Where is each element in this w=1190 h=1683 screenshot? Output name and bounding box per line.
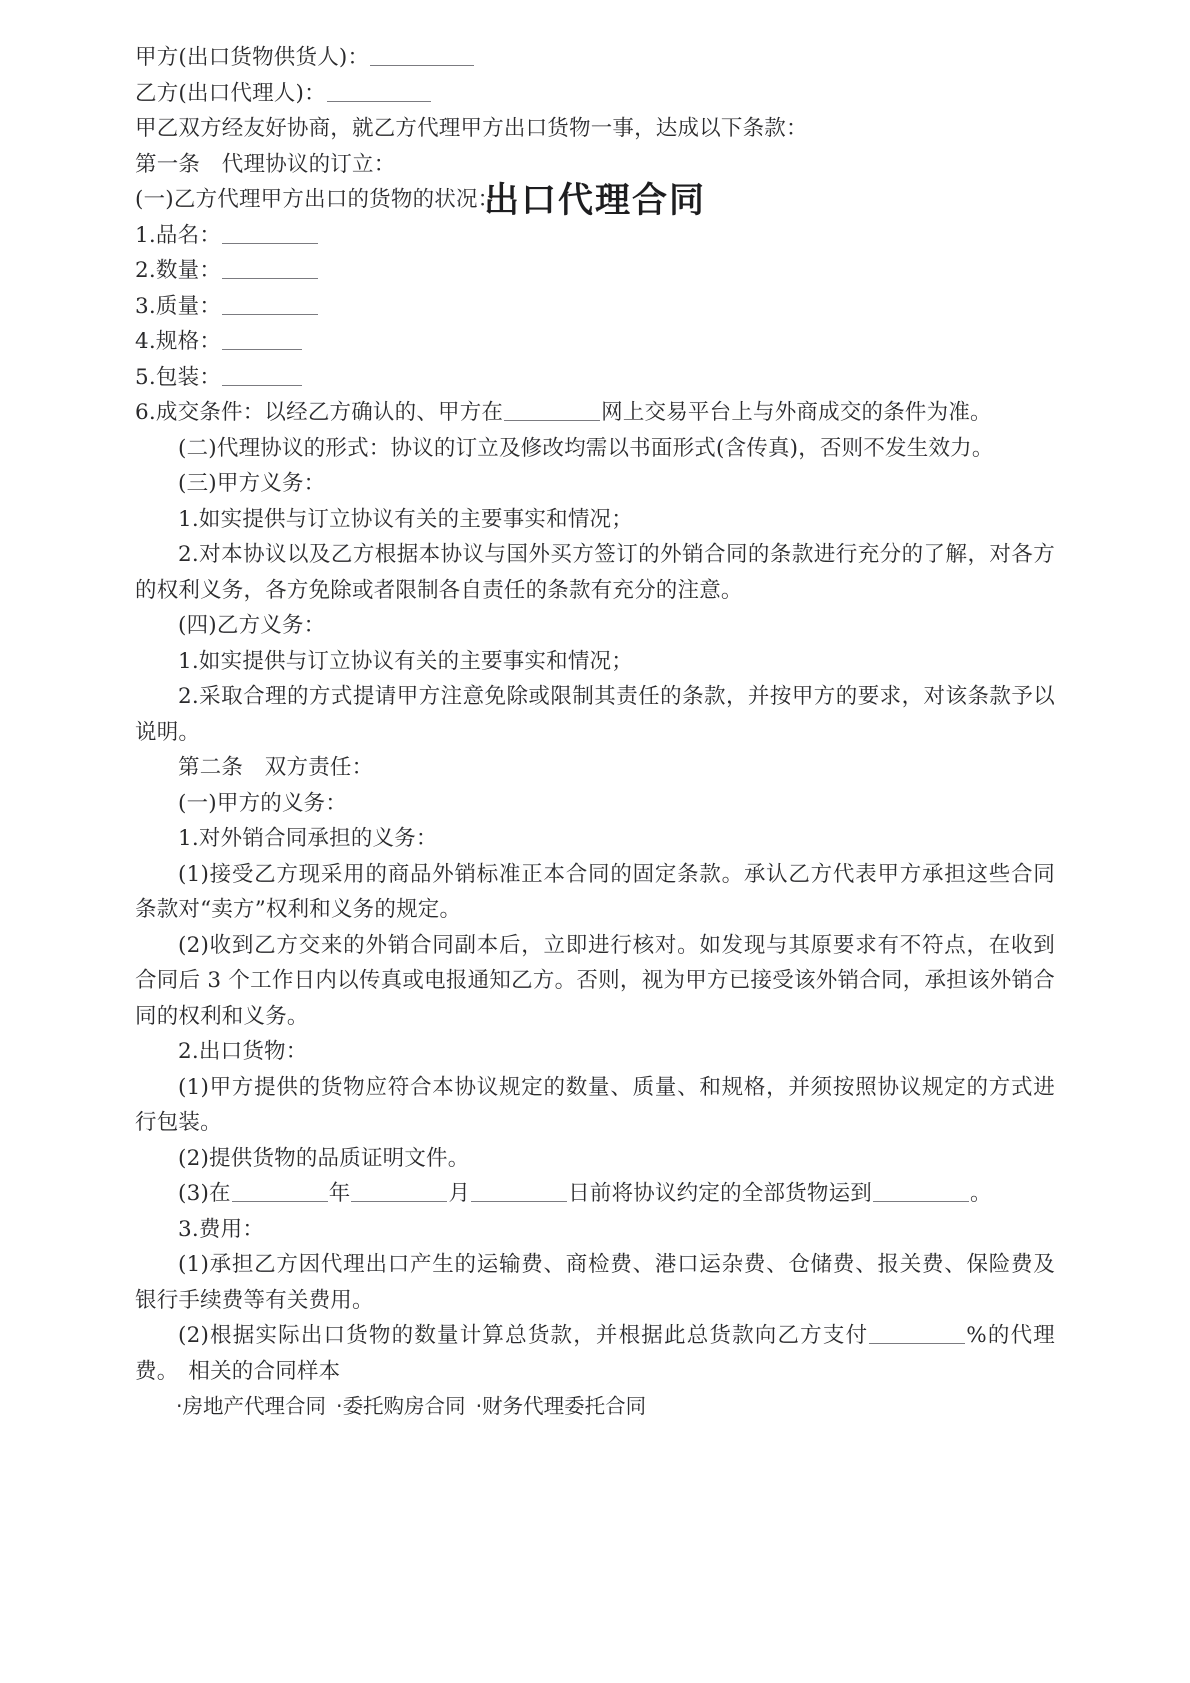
goods-item-3 [135, 289, 1055, 325]
goods-item-5-label: 5.包装： [135, 364, 222, 390]
goods-item-2-label: 2.数量： [135, 258, 222, 283]
party-b-blank[interactable] [327, 79, 431, 102]
goods-item-3-blank[interactable] [222, 292, 318, 315]
agency-fee-text: (2)根据实际出口货物的数量计算总货款，并根据此总货款向乙方支付 [178, 1323, 869, 1348]
goods-item-4-label: 4.规格： [135, 329, 222, 354]
article-two-item1-sub1: (1)接受乙方现采用的商品外销标准正本合同的固定条款。承认乙方代表甲方承担这些合同条款对“卖方”权利和义务的规定。 [135, 861, 1055, 922]
article-one-sub-one-heading: (一)乙方代理甲方出口的货物的状况： [135, 187, 500, 212]
bullet-dot-icon: · [336, 1394, 343, 1418]
goods-item-1 [135, 218, 1055, 254]
agency-fee-percent-blank[interactable] [869, 1322, 965, 1345]
goods-item-5-blank[interactable] [222, 363, 302, 386]
goods-item-2-blank[interactable] [222, 257, 318, 280]
article-two-item1-heading: 1.对外销合同承担的义务： [178, 826, 438, 851]
article-two-item2-sub3 [135, 1176, 1055, 1212]
goods-item-6-blank[interactable] [504, 399, 600, 422]
list-item[interactable] [476, 1394, 647, 1418]
article-one-heading: 第一条 代理协议的订立： [135, 151, 396, 177]
party-a-label: 甲方(出口货物供货人)： [135, 45, 370, 70]
related-contract-3[interactable]: 财务代理委托合同 [482, 1394, 647, 1418]
agency-fee-suffix: %的代理费。 [135, 1323, 1056, 1384]
article-one-sub-two: (二)代理协议的形式：协议的订立及修改均需以书面形式(含传真)，否则不发生效力。 [178, 435, 994, 461]
party-b-duty-1: 1.如实提供与订立协议有关的主要事实和情况； [178, 648, 633, 674]
article-two-item1-sub2: (2)收到乙方交来的外销合同副本后，立即进行核对。如发现与其原要求有不符点，在收到合同后 3 个工作日内以传真或电报通知乙方。否则，视为甲方已接受该外销合同，承担该外销合同的权利和义务。 [135, 932, 1055, 1029]
delivery-place-blank[interactable] [873, 1180, 969, 1203]
document-body [135, 0, 1055, 1425]
delivery-period: 。 [969, 1181, 992, 1206]
related-contract-2[interactable]: 委托购房合同 [342, 1394, 466, 1418]
article-one-sub-four-heading: (四)乙方义务： [178, 613, 326, 638]
goods-item-6 [135, 395, 1055, 431]
delivery-text: 日前将协议约定的全部货物运到 [568, 1181, 872, 1206]
delivery-year-unit: 年 [328, 1181, 351, 1206]
list-item[interactable] [176, 1394, 326, 1418]
goods-item-6-label-part1: 6.成交条件：以经乙方确认的、甲方在 [135, 400, 504, 425]
related-contracts-list [135, 1389, 1055, 1425]
party-a-blank[interactable] [370, 44, 474, 67]
delivery-year-blank[interactable] [232, 1180, 328, 1203]
article-two-item3-sub2 [135, 1318, 1055, 1389]
goods-item-1-blank[interactable] [222, 221, 318, 244]
bullet-dot-icon: · [475, 1394, 483, 1418]
bullet-dot-icon: · [176, 1394, 183, 1418]
article-two-item3-heading: 3.费用： [178, 1216, 265, 1242]
goods-item-4-blank[interactable] [222, 328, 302, 351]
goods-item-4 [135, 324, 1055, 360]
article-two-item2-sub2: (2)提供货物的品质证明文件。 [178, 1145, 470, 1171]
delivery-month-unit: 月 [448, 1181, 471, 1206]
article-two-item2-heading: 2.出口货物： [178, 1039, 308, 1064]
goods-item-2 [135, 253, 1055, 289]
party-a-duty-1: 1.如实提供与订立协议有关的主要事实和情况； [178, 506, 633, 532]
party-a-duty-2: 2.对本协议以及乙方根据本协议与国外买方签订的外销合同的条款进行充分的了解，对各方的权利义务，各方免除或者限制各自责任的条款有充分的注意。 [135, 542, 1055, 603]
party-a-line [135, 40, 1055, 76]
article-two-item3-sub1: (1)承担乙方因代理出口产生的运输费、商检费、港口运杂费、仓储费、报关费、保险费及银行手续费等有关费用。 [135, 1252, 1055, 1313]
party-b-label: 乙方(出口代理人)： [135, 80, 326, 106]
delivery-day-blank[interactable] [471, 1180, 567, 1203]
article-two-heading: 第二条 双方责任： [178, 755, 374, 780]
goods-item-6-label-part2: 网上交易平台上与外商成交的条件为准。 [601, 400, 992, 425]
party-b-duty-2: 2.采取合理的方式提请甲方注意免除或限制其责任的条款，并按甲方的要求，对该条款予以说明。 [135, 684, 1055, 745]
party-b-line [135, 76, 1055, 112]
goods-item-3-label: 3.质量： [135, 293, 222, 319]
delivery-month-blank[interactable] [351, 1180, 447, 1203]
list-item[interactable] [336, 1394, 466, 1418]
related-samples-label: 相关的合同样本 [188, 1358, 341, 1384]
article-two-item2-sub1: (1)甲方提供的货物应符合本协议规定的数量、质量、和规格，并须按照协议规定的方式进行包装。 [135, 1074, 1055, 1135]
goods-item-1-label: 1.品名： [135, 222, 222, 248]
article-one-sub-three-heading: (三)甲方义务： [178, 471, 326, 496]
page-title: 出口代理合同 [483, 180, 706, 221]
goods-item-5 [135, 360, 1055, 396]
delivery-date-prefix: (3)在 [178, 1181, 231, 1206]
article-two-sub-one-heading: (一)甲方的义务： [178, 790, 348, 816]
related-contract-1[interactable]: 房地产代理合同 [182, 1394, 327, 1418]
intro-paragraph: 甲乙双方经友好协商，就乙方代理甲方出口货物一事，达成以下条款： [135, 116, 808, 141]
